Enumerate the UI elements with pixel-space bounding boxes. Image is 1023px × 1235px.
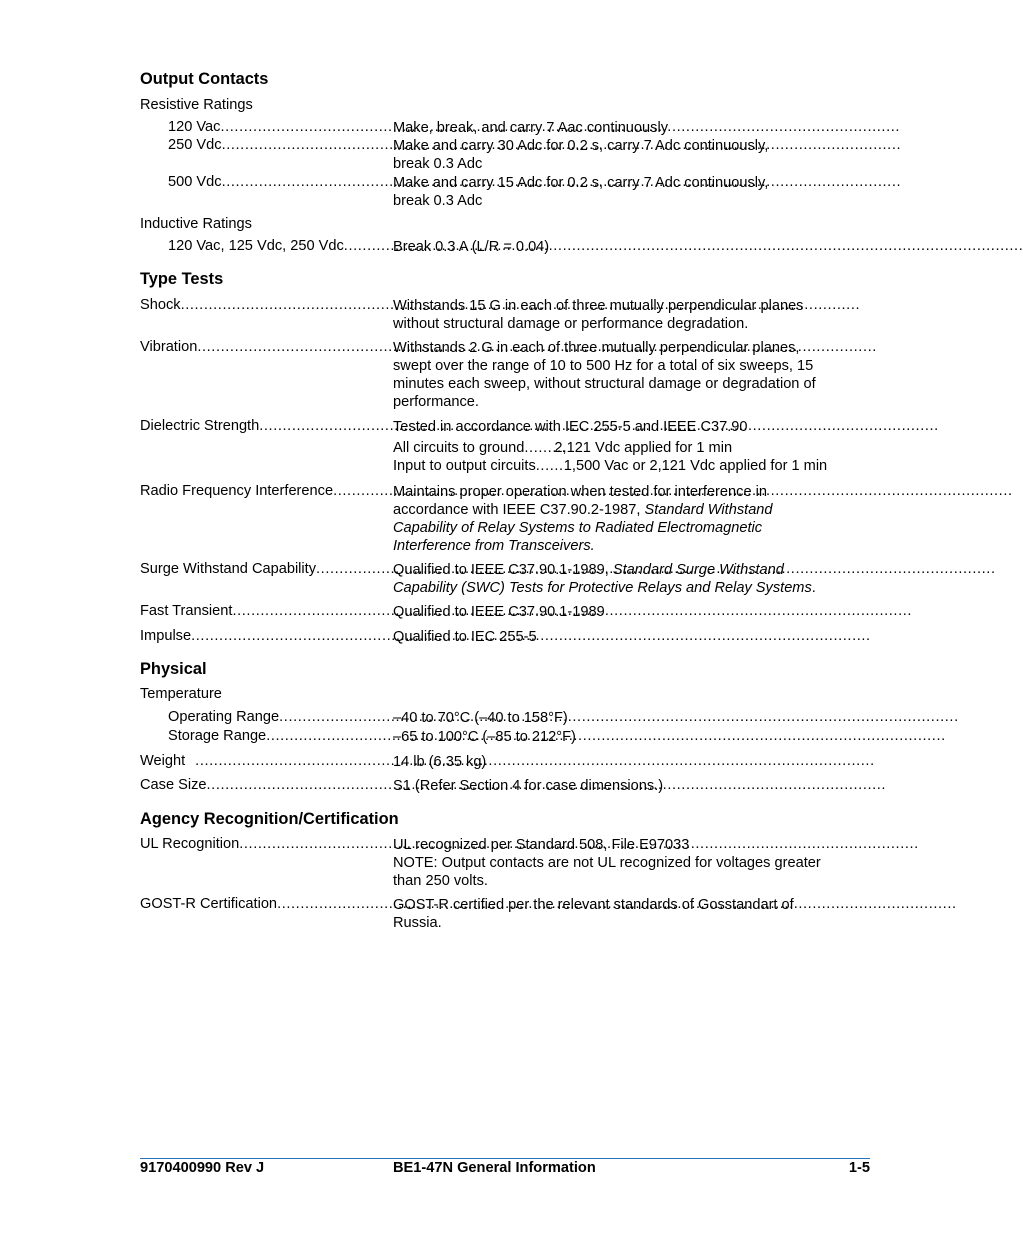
spec-desc: Make and carry 30 Adc for 0.2 s, carry 7 Adc continuously, break 0.3 Adc bbox=[393, 138, 769, 172]
dielectric-sub-input-output: Input to output circuits ...... 1,500 Vac or 2,121 Vdc applied for 1 min bbox=[393, 458, 828, 474]
spec-desc: Withstands 2 G in each of three mutually perpendicular planes, swept over the range of 10 to 500 Hz for a total of six sweeps, 15 minutes each sweep, without structural damage or degradation of performance. bbox=[393, 340, 816, 410]
spec-desc: Withstands 15 G in each of three mutually perpendicular planes without structural damage or performance degradation. bbox=[393, 298, 804, 332]
spec-desc: Make and carry 15 Adc for 0.2 s, carry 7 Adc continuously, break 0.3 Adc bbox=[393, 175, 769, 209]
spec-desc: GOST-R certified per the relevant standards of Gosstandart of Russia. bbox=[393, 897, 794, 931]
spec-desc: Maintains proper operation when tested for interference in accordance with IEEE C37.90.2-1987, Standard Withstand Capability of Relay Systems to Radiated Electromagnetic Interference from Transceivers. bbox=[393, 484, 773, 554]
footer-doc-number: 9170400990 Rev J bbox=[140, 1160, 265, 1176]
spec-term: GOST-R Certification ..... bbox=[140, 896, 392, 912]
spec-desc: UL recognized per Standard 508, File E97033 NOTE: Output contacts are not UL recognized for voltages greater than 250 volts. bbox=[393, 837, 821, 889]
subsection-title-inductive: Inductive Ratings bbox=[140, 216, 252, 232]
spec-desc: Break 0.3 A (L/R = 0.04) bbox=[393, 239, 550, 255]
subsection-title-resistive: Resistive Ratings bbox=[140, 97, 253, 113]
spec-term: 120 Vac, 125 Vdc, 250 Vdc ..... bbox=[168, 238, 392, 254]
spec-desc: –40 to 70°C (–40 to 158°F) bbox=[393, 710, 568, 726]
spec-desc: Qualified to IEC 255-5 bbox=[393, 629, 537, 645]
spec-desc: 14 lb (6.35 kg) bbox=[393, 754, 487, 770]
spec-term: 250 Vdc ..... bbox=[168, 137, 392, 153]
spec-term: Storage Range ..... bbox=[168, 728, 392, 744]
spec-term: Surge Withstand Capability ..... bbox=[140, 561, 392, 577]
spec-term: Vibration ..... bbox=[140, 339, 392, 355]
spec-term: 120 Vac ..... bbox=[168, 119, 392, 135]
spec-term: Radio Frequency Interference ..... bbox=[140, 483, 392, 499]
footer-title: BE1-47N General Information bbox=[393, 1160, 596, 1176]
spec-desc: S1 (Refer Section 4 for case dimensions.) bbox=[393, 778, 664, 794]
spec-term: Weight ..... bbox=[140, 753, 392, 769]
spec-term: Shock ..... bbox=[140, 297, 392, 313]
subsection-title-temperature: Temperature bbox=[140, 686, 222, 702]
spec-desc: Tested in accordance with IEC 255-5 and IEEE C37.90 bbox=[393, 419, 748, 435]
spec-term: Case Size ..... bbox=[140, 777, 392, 793]
spec-term: 500 Vdc ..... bbox=[168, 174, 392, 190]
spec-desc: Make, break, and carry 7 Aac continuously bbox=[393, 120, 668, 136]
dielectric-sub-ground: All circuits to ground ......... 2,121 Vdc applied for 1 min bbox=[393, 440, 733, 456]
spec-term: UL Recognition ..... bbox=[140, 836, 392, 852]
section-title-physical: Physical bbox=[140, 660, 207, 678]
footer-rule bbox=[140, 1158, 870, 1159]
spec-term: Dielectric Strength ..... bbox=[140, 418, 392, 434]
spec-term: Operating Range ..... bbox=[168, 709, 392, 725]
spec-desc: Qualified to IEEE C37.90.1-1989 bbox=[393, 604, 605, 620]
section-title-agency: Agency Recognition/Certification bbox=[140, 810, 399, 828]
spec-term: Fast Transient ..... bbox=[140, 603, 392, 619]
spec-term: Impulse ..... bbox=[140, 628, 392, 644]
section-title-output-contacts: Output Contacts bbox=[140, 70, 269, 88]
footer-page-number: 1-5 bbox=[848, 1160, 870, 1176]
spec-desc: –65 to 100°C (–85 to 212°F) bbox=[393, 729, 576, 745]
spec-desc: Qualified to IEEE C37.90.1-1989, Standard Surge Withstand Capability (SWC) Tests for Protective Relays and Relay Systems. bbox=[393, 562, 816, 596]
section-title-type-tests: Type Tests bbox=[140, 270, 224, 288]
